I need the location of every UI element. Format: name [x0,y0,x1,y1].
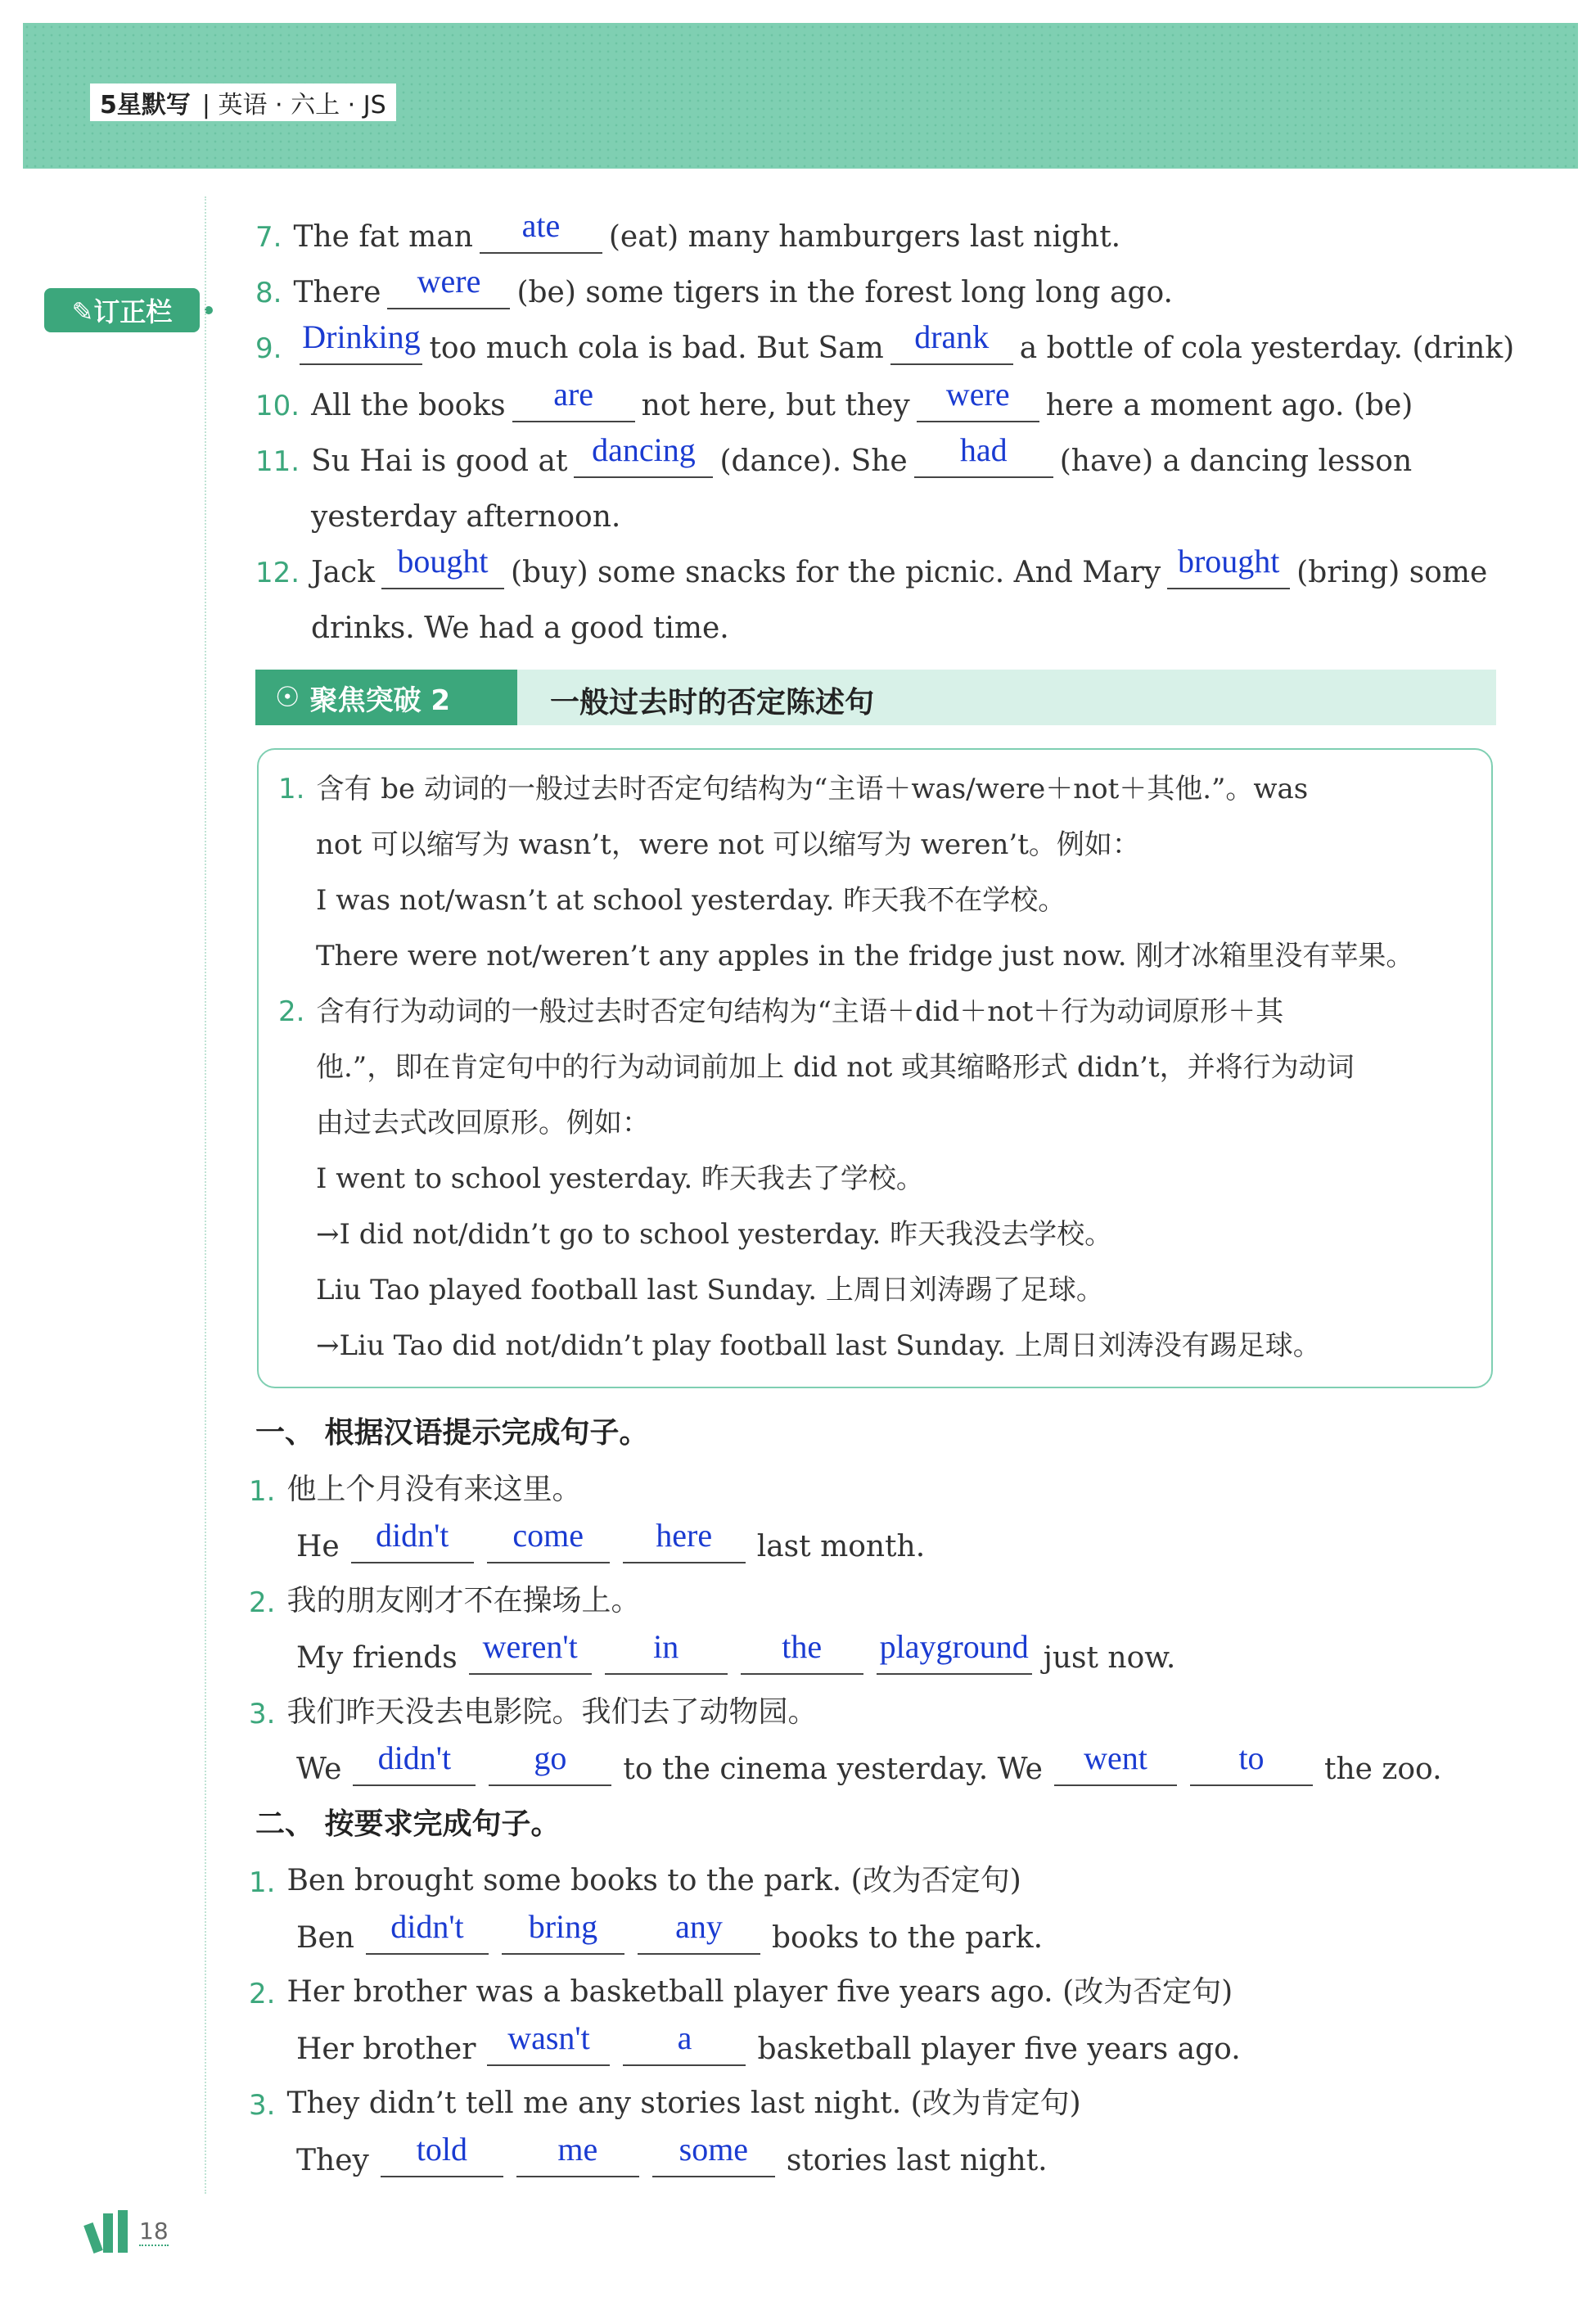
item-number: 12. [255,557,300,589]
answer-text: were [417,263,481,300]
exercise-12-cont [311,596,729,645]
question-line [249,1850,1021,1899]
sentence-text: My friends [296,1641,458,1675]
grammar-text: 含有行为动词的一般过去时否定句结构为“主语＋did＋not＋行为动词原形＋其 [316,995,1284,1028]
grammar-line [316,1156,924,1196]
answer-text: me [557,2131,598,2168]
question-line [249,1459,581,1508]
answer-blank [353,1739,476,1786]
exercise-11-cont [311,485,620,534]
sentence-text: basketball player five years ago. [757,2033,1241,2066]
item-number: 1. [278,773,305,805]
sentence-text: Her brother [296,2033,476,2066]
answer-text: went [1084,1739,1147,1776]
item-number: 3. [249,1698,276,1730]
answer-line [291,2017,1246,2066]
answer-blank [605,1628,728,1675]
sentence-text: (buy) some snacks for the picnic. And Mary [510,556,1161,589]
margin-divider [205,196,206,2194]
answer-text: dancing [592,431,696,468]
answer-text: had [959,431,1008,468]
sentence-text: just now. [1043,1641,1176,1675]
sentence-text: the zoo. [1324,1753,1442,1786]
grammar-text: 由过去式改回原形。例如： [316,1107,650,1139]
answer-text: weren't [482,1628,578,1665]
grammar-line [278,766,1308,806]
answer-line [291,1906,1048,1955]
item-number: 9. [255,332,282,365]
answer-blank [623,2019,746,2066]
grammar-text: There were not/weren’t any apples in the fridge just now. 刚才冰箱里没有苹果。 [316,940,1414,972]
sentence-text: books to the park. [771,1921,1044,1955]
grammar-line [316,1100,650,1140]
sentence-text: (have) a dancing lesson [1059,444,1413,478]
answer-text: a [677,2019,692,2056]
answer-text: bring [528,1908,598,1945]
focus-tag [255,670,517,725]
answer-blank [652,2131,775,2177]
item-number: 3. [249,2089,276,2122]
exercise-10 [255,373,1413,422]
sentence-text: to the cinema yesterday. We [623,1753,1043,1786]
answer-blank [480,207,602,254]
exercise-7 [255,205,1120,254]
grammar-line [316,1044,1355,1085]
answer-blank [917,376,1039,422]
question-text: 我们昨天没去电影院。我们去了动物园。 [286,1695,818,1729]
question-text: 他上个月没有来这里。 [286,1473,582,1506]
answer-text: told [416,2131,467,2168]
answer-line [291,2128,1053,2177]
item-number: 11. [255,445,300,478]
brand-name: 5星默写 [100,91,191,120]
question-text: Ben brought some books to the park. (改为否定句) [286,1864,1021,1897]
sentence-text: last month. [756,1530,926,1563]
sentence-text: (eat) many hamburgers last night. [608,220,1121,254]
grammar-line [278,989,1283,1029]
item-number: 2. [278,995,305,1028]
grammar-box [257,748,1493,1388]
item-number: 1. [249,1866,276,1899]
grammar-text: →I did not/didn’t go to school yesterday. 昨天我没去学校。 [316,1218,1113,1251]
focus-icon: ☉ [275,681,300,714]
grammar-text: I was not/wasn’t at school yesterday. 昨天我不在学校。 [316,884,1066,917]
sentence-text: There [293,276,381,309]
item-number: 2. [249,1586,276,1619]
answer-blank [469,1628,592,1675]
item-number: 1. [249,1475,276,1508]
grammar-text: not 可以缩写为 wasn’t，were not 可以缩写为 weren’t。例如： [316,828,1140,861]
answer-blank [351,1517,474,1563]
answer-text: ate [521,207,561,244]
answer-text: any [675,1908,723,1945]
sentence-text: a bottle of cola yesterday. (drink) [1019,332,1515,365]
answer-text: drank [914,318,990,355]
answer-line [291,1737,1447,1786]
grammar-line [316,878,1066,918]
answer-blank [516,2131,639,2177]
answer-blank [623,1517,746,1563]
answer-text: some [679,2131,749,2168]
answer-text: in [653,1628,679,1665]
answer-blank [1167,543,1290,589]
question-line [249,1570,640,1619]
answer-text: the [782,1628,823,1665]
exercise-8 [255,260,1173,309]
sentence-text: (bring) some [1296,556,1488,589]
focus-section-banner [255,670,1496,725]
grammar-line [316,1267,1104,1307]
answer-text: were [945,376,1010,413]
exercise-12 [255,540,1487,589]
question-line [249,1961,1233,2010]
part2-heading: 二、 按要求完成句子。 [255,1807,561,1841]
grammar-line [316,822,1140,862]
grammar-text: Liu Tao played football last Sunday. 上周日刘涛踢了足球。 [316,1274,1104,1306]
sentence-text: Ben [296,1921,354,1955]
sentence-text: The fat man [293,220,473,254]
answer-blank [487,2019,610,2066]
answer-text: didn't [375,1517,449,1554]
answer-text: come [512,1517,584,1554]
answer-text: here [656,1517,713,1554]
brand-subject: | 英语 · 六上 · JS [201,91,386,120]
page-number: 18 [139,2217,169,2245]
answer-blank [1190,1739,1313,1786]
grammar-line [316,1211,1112,1252]
question-line [249,1681,817,1730]
question-text: 我的朋友刚才不在操场上。 [286,1584,641,1617]
question-line [249,2073,1081,2122]
answer-blank [300,318,422,365]
sentence-text: Jack [311,556,375,589]
sentence-text: drinks. We had a good time. [311,611,729,645]
correction-column-tag [44,288,200,332]
answer-text: wasn't [507,2019,590,2056]
grammar-text: 含有 be 动词的一般过去时否定句结构为“主语＋was/were＋not＋其他.”。was [316,773,1309,805]
answer-blank [487,1517,610,1563]
answer-blank [890,318,1013,365]
answer-text: Drinking [302,318,421,355]
sentence-text: yesterday afternoon. [311,500,621,534]
answer-blank [502,1908,624,1955]
sentence-text: too much cola is bad. But Sam [429,332,884,365]
part1-heading: 一、 根据汉语提示完成句子。 [255,1416,649,1450]
sentence-text: (be) some tigers in the forest long long ago. [516,276,1173,309]
books-icon [88,2210,128,2253]
answer-blank [489,1739,611,1786]
question-text: Her brother was a basketball player five years ago. (改为否定句) [286,1975,1233,2009]
item-number: 8. [255,277,282,309]
answer-blank [381,543,504,589]
correction-column-label: ✎订正栏 [71,296,173,327]
answer-blank [741,1628,863,1675]
answer-blank [512,376,635,422]
exercise-9 [255,316,1514,365]
sentence-text: stories last night. [786,2144,1048,2177]
grammar-text: →Liu Tao did not/didn’t play football last Sunday. 上周日刘涛没有踢足球。 [316,1329,1321,1362]
answer-blank [877,1628,1032,1675]
answer-text: didn't [390,1908,464,1945]
grammar-line [316,933,1413,973]
sentence-text: not here, but they [641,389,910,422]
answer-text: brought [1177,543,1280,580]
page-footer [88,2210,169,2253]
answer-blank [1054,1739,1177,1786]
answer-blank [914,431,1053,478]
grammar-text: I went to school yesterday. 昨天我去了学校。 [316,1162,924,1195]
answer-line [291,1514,930,1563]
answer-text: bought [397,543,489,580]
answer-text: to [1238,1739,1265,1776]
sentence-text: They [296,2144,369,2177]
answer-text: didn't [377,1739,452,1776]
sentence-text: here a moment ago. (be) [1045,389,1413,422]
answer-text: playground [879,1628,1029,1665]
item-number: 10. [255,390,300,422]
grammar-text: 他.”，即在肯定句中的行为动词前加上 did not 或其缩略形式 didn’t，并将行为动词 [316,1051,1355,1084]
answer-text: are [553,376,594,413]
sentence-text: All the books [311,389,506,422]
answer-line [291,1626,1180,1675]
question-text: They didn’t tell me any stories last night. (改为肯定句) [286,2087,1081,2120]
sentence-text: We [296,1753,342,1786]
sentence-text: He [296,1530,340,1563]
focus-tag-label: 聚焦突破 2 [309,684,450,717]
answer-blank [387,263,510,309]
focus-title: 一般过去时的否定陈述句 [550,686,875,720]
sentence-text: (dance). She [719,444,908,478]
answer-text: go [534,1739,567,1776]
answer-blank [574,431,713,478]
brand-label [90,83,396,121]
answer-blank [366,1908,489,1955]
answer-blank [638,1908,760,1955]
grammar-line [316,1323,1321,1363]
item-number: 2. [249,1978,276,2010]
item-number: 7. [255,221,282,254]
answer-blank [381,2131,503,2177]
sentence-text: Su Hai is good at [311,444,568,478]
exercise-11 [255,429,1412,478]
